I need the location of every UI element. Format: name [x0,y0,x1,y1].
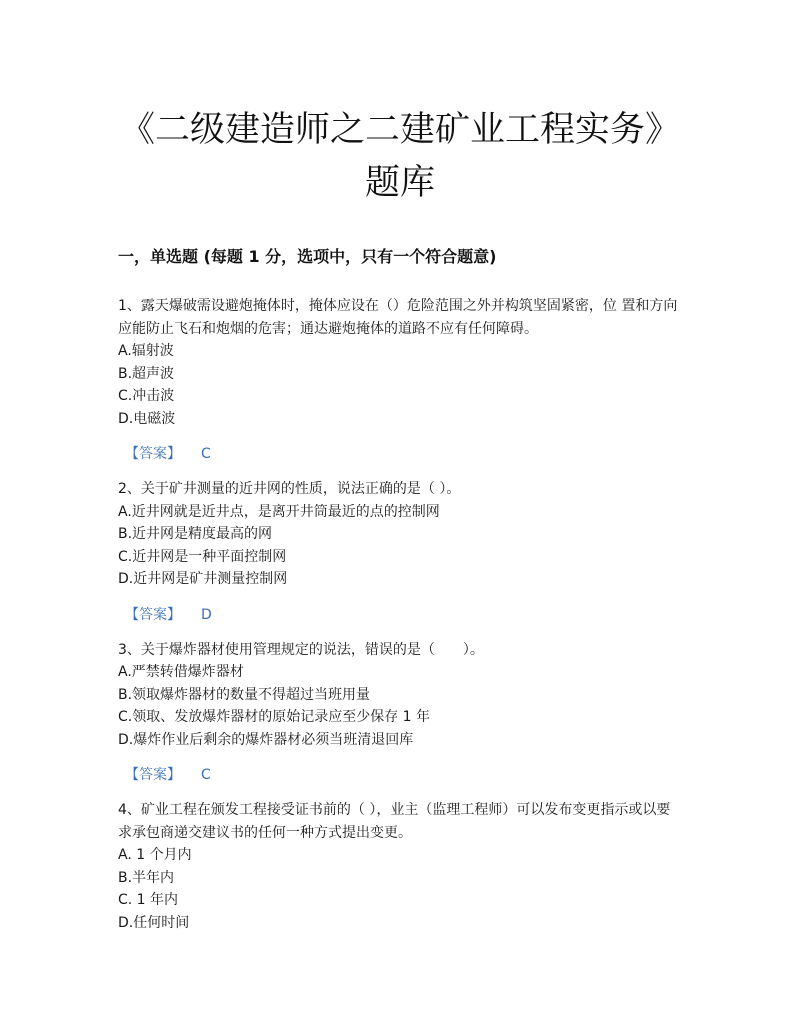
option-c: C.领取、发放爆炸器材的原始记录应至少保存 1 年 [118,709,431,725]
question-stem: 3、关于爆炸器材使用管理规定的说法，错误的是（ ）。 [118,641,484,658]
answer-line [125,604,683,626]
answer-line [125,764,683,786]
question-stem: 4、矿业工程在颁发工程接受证书前的（ ），业主（监理工程师）可以发布变更指示或以要求承包商递交建议书的任何一种方式提出变更。 [118,802,671,841]
question-list [118,295,683,934]
answer-label: 【答案】 [125,446,181,462]
option-d: D.电磁波 [118,410,176,427]
option-c: C. 1 年内 [118,892,179,908]
answer-value: D [201,606,212,623]
question-1 [118,295,683,465]
option-a: A.严禁转借爆炸器材 [118,664,244,680]
question-3 [118,639,683,787]
answer-label: 【答案】 [125,767,181,783]
option-a: A. 1 个月内 [118,847,192,863]
option-d: D.任何时间 [118,914,190,931]
answer-label: 【答案】 [125,606,181,623]
option-d: D.爆炸作业后剩余的爆炸器材必须当班清退回库 [118,731,414,748]
option-a: A.辐射波 [118,343,174,359]
question-stem: 1、露天爆破需设避炮掩体时，掩体应设在（）危险范围之外并构筑坚固紧密，位 置和方向应能防止飞石和炮烟的危害；通达避炮掩体的道路不应有任何障碍。 [118,298,678,337]
section-heading: 一，单选题 (每题 1 分，选项中，只有一个符合题意) [118,247,497,266]
option-b: B.超声波 [118,365,175,382]
question-stem: 2、关于矿井测量的近井网的性质，说法正确的是（ ）。 [118,481,461,497]
option-d: D.近井网是矿井测量控制网 [118,571,288,587]
question-2 [118,478,683,626]
document-title-line1: 《二级建造师之二建矿业工程实务》 [119,110,680,150]
option-b: B.领取爆炸器材的数量不得超过当班用量 [118,686,371,703]
option-b: B.近井网是精度最高的网 [118,526,273,542]
option-a: A.近井网就是近井点，是离开井筒最近的点的控制网 [118,503,440,520]
question-4 [118,799,683,934]
answer-value: C [201,446,211,462]
option-c: C.冲击波 [118,388,175,404]
option-c: C.近井网是一种平面控制网 [118,548,287,565]
answer-line [125,443,683,465]
option-b: B.半年内 [118,869,175,886]
answer-value: C [201,767,211,783]
document-title-line2: 题库 [364,163,435,203]
